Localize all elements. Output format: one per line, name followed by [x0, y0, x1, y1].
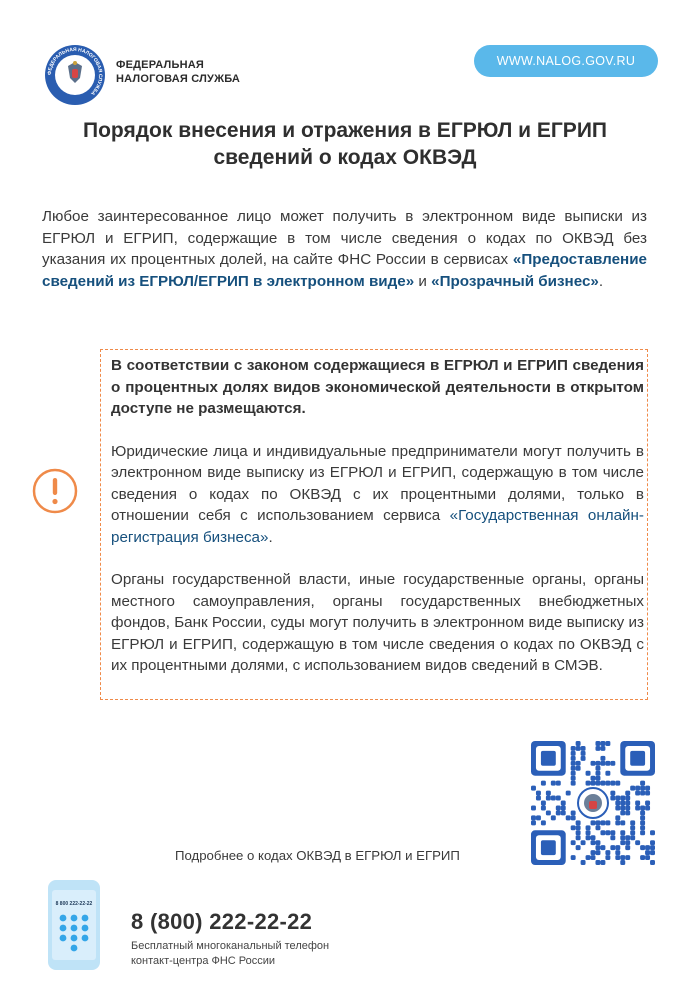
website-link-button[interactable]: WWW.NALOG.GOV.RU [474, 45, 658, 77]
transparent-business-link[interactable]: «Прозрачный бизнес» [431, 272, 599, 290]
org-name [116, 58, 240, 86]
phone-icon [48, 880, 100, 970]
fns-emblem-logo [44, 44, 106, 106]
org-name-line1: ФЕДЕРАЛЬНАЯ [116, 59, 204, 71]
phone-number[interactable]: 8 (800) 222-22-22 [131, 909, 313, 934]
page-title-line2: сведений о кодах ОКВЭД [213, 146, 477, 169]
qr-code[interactable] [531, 741, 655, 865]
notice-para2-text: Юридические лица и индивидуальные предприниматели могут получить в электронном виде выписку из ЕГРЮЛ и ЕГРИП, содержащую в том числе сведения о кодах по ОКВЭД с их процентными долями, только в отношении себя с использованием сервиса [111, 442, 644, 524]
intro-paragraph [42, 206, 647, 292]
phone-icon-number: 8 800 222-22-22 [55, 901, 93, 907]
org-name-line2: НАЛОГОВАЯ СЛУЖБА [116, 73, 241, 85]
phone-description [131, 939, 329, 969]
phone-description-line2: контакт-центра ФНС России [131, 955, 276, 967]
page-title-line1: Порядок внесения и отражения в ЕГРЮЛ и ЕГРИП [82, 119, 607, 142]
intro-end: . [598, 272, 604, 290]
online-registration-link[interactable]: «Государственная онлайн-регистрация бизнеса» [111, 507, 644, 546]
notice-text [111, 355, 644, 677]
notice-bold-paragraph: В соответствии с законом содержащиеся в ЕГРЮЛ и ЕГРИП сведения о процентных долях видов экономической деятельности в открытом доступе не размещаются. [111, 357, 644, 417]
notice-paragraph-3: Органы государственной власти, иные государственные органы, органы местного самоуправления, органы государственных внебюджетных фондов, Банк России, суды могут получить в электронном виде выписку из ЕГРЮЛ и ЕГРИП, содержащую в том числе сведения о кодах по ОКВЭД с их процентными долями, с использованием видов сведений в СМЭВ. [111, 571, 644, 674]
notice-para2-end: . [268, 528, 273, 546]
logo-ring-text: ФЕДЕРАЛЬНАЯ НАЛОГОВАЯ СЛУЖБА [46, 46, 104, 97]
intro-conjunction: и [414, 272, 432, 290]
exclamation-warning-icon [31, 467, 79, 515]
phone-description-line1: Бесплатный многоканальный телефон [131, 940, 330, 952]
page-title [60, 117, 630, 171]
egrul-extract-service-link[interactable]: «Предоставление сведений из ЕГРЮЛ/ЕГРИП в электронном виде» [42, 251, 647, 290]
notice-paragraph-2 [111, 441, 644, 549]
qr-caption: Подробнее о кодах ОКВЭД в ЕГРЮЛ и ЕГРИП [175, 848, 460, 863]
intro-text: Любое заинтересованное лицо может получить в электронном виде выписки из ЕГРЮЛ и ЕГРИП, содержащие в том числе сведения о кодах по ОКВЭД без указания их процентных долей, на сайте ФНС России в сервисах [42, 208, 647, 268]
